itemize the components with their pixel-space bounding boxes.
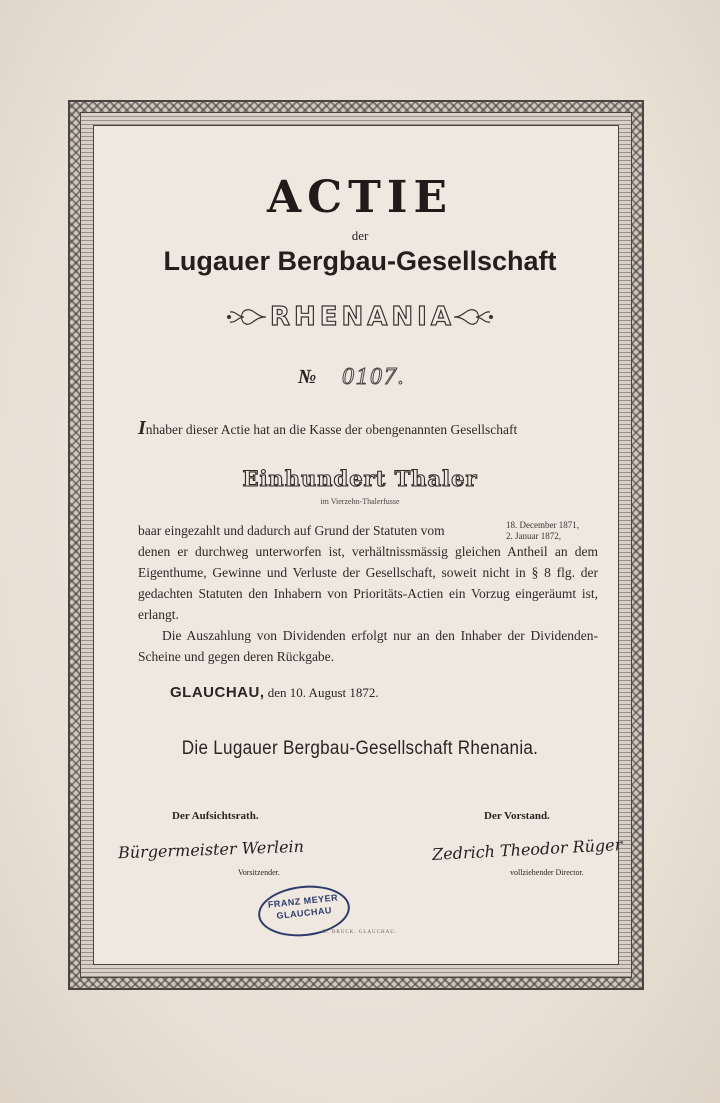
signature-chairman: Bürgermeister Werlein: [117, 836, 305, 863]
dividend-paragraph: Die Auszahlung von Dividenden erfolgt nur an den Inhaber der Dividenden-Scheine und gegen deren Rückgabe.: [138, 628, 598, 664]
statute-date-2: 2. Januar 1872,: [506, 531, 561, 541]
article-der: der: [351, 228, 369, 243]
printer-mark: R. DRUCK. GLAUCHAU.: [322, 930, 398, 935]
director-role: vollziehender Director.: [510, 868, 584, 877]
supervisory-board-label: Der Aufsichtsrath.: [172, 810, 259, 822]
share-amount: Einhundert Thaler: [242, 466, 478, 491]
signature-director: Zedrich Theodor Rüger: [431, 835, 623, 864]
place-date: [170, 684, 379, 701]
stamp-line-1: FRANZ MEYER: [267, 892, 339, 910]
certificate-title: ACTIE: [266, 172, 454, 223]
statute-date-1: 18. December 1871,: [506, 520, 579, 530]
executive-board-label: Der Vorstand.: [484, 810, 550, 822]
holder-paragraph-text: nhaber dieser Actie hat an die Kasse der obengenannten Gesellschaft: [145, 422, 518, 437]
share-number-value: 0107.: [342, 364, 406, 390]
issue-date: den 10. August 1872.: [267, 685, 379, 700]
place-city: GLAUCHAU,: [170, 684, 265, 701]
holder-paragraph: [138, 418, 598, 440]
flourish-right-icon: [452, 302, 494, 332]
share-number: [298, 364, 438, 394]
stamp-line-2: GLAUCHAU: [276, 905, 333, 921]
currency-note: im Vierzehn-Thalerfusse: [320, 497, 400, 506]
company-name: Lugauer Bergbau-Gesellschaft: [163, 246, 557, 276]
issuer-signatory: Die Lugauer Bergbau-Gesellschaft Rhenania.: [181, 738, 539, 759]
terms-paragraph: [138, 520, 598, 667]
company-brand-name: RHENANIA: [270, 302, 455, 332]
chairman-role: Vorsitzender.: [238, 868, 280, 877]
terms-paragraph-cont: denen er durchweg unterworfen ist, verhältnissmässig gleichen Antheil an dem Eigenthume, Gewinne und Verluste der Gesellschaft, soweit nicht in § 8 flg. der gedachten Statuten den Inhabern von Prioritäts-Actien ein Vorzug eingeräumt ist, erlangt.: [138, 544, 598, 622]
flourish-left-icon: [226, 302, 268, 332]
terms-paragraph-start: baar eingezahlt und dadurch auf Grund der Statuten vom: [138, 523, 445, 538]
rhenania-banner: [0, 296, 720, 342]
drop-initial: I: [138, 417, 146, 439]
number-sign: №: [298, 366, 317, 388]
statute-dates: [506, 520, 616, 542]
